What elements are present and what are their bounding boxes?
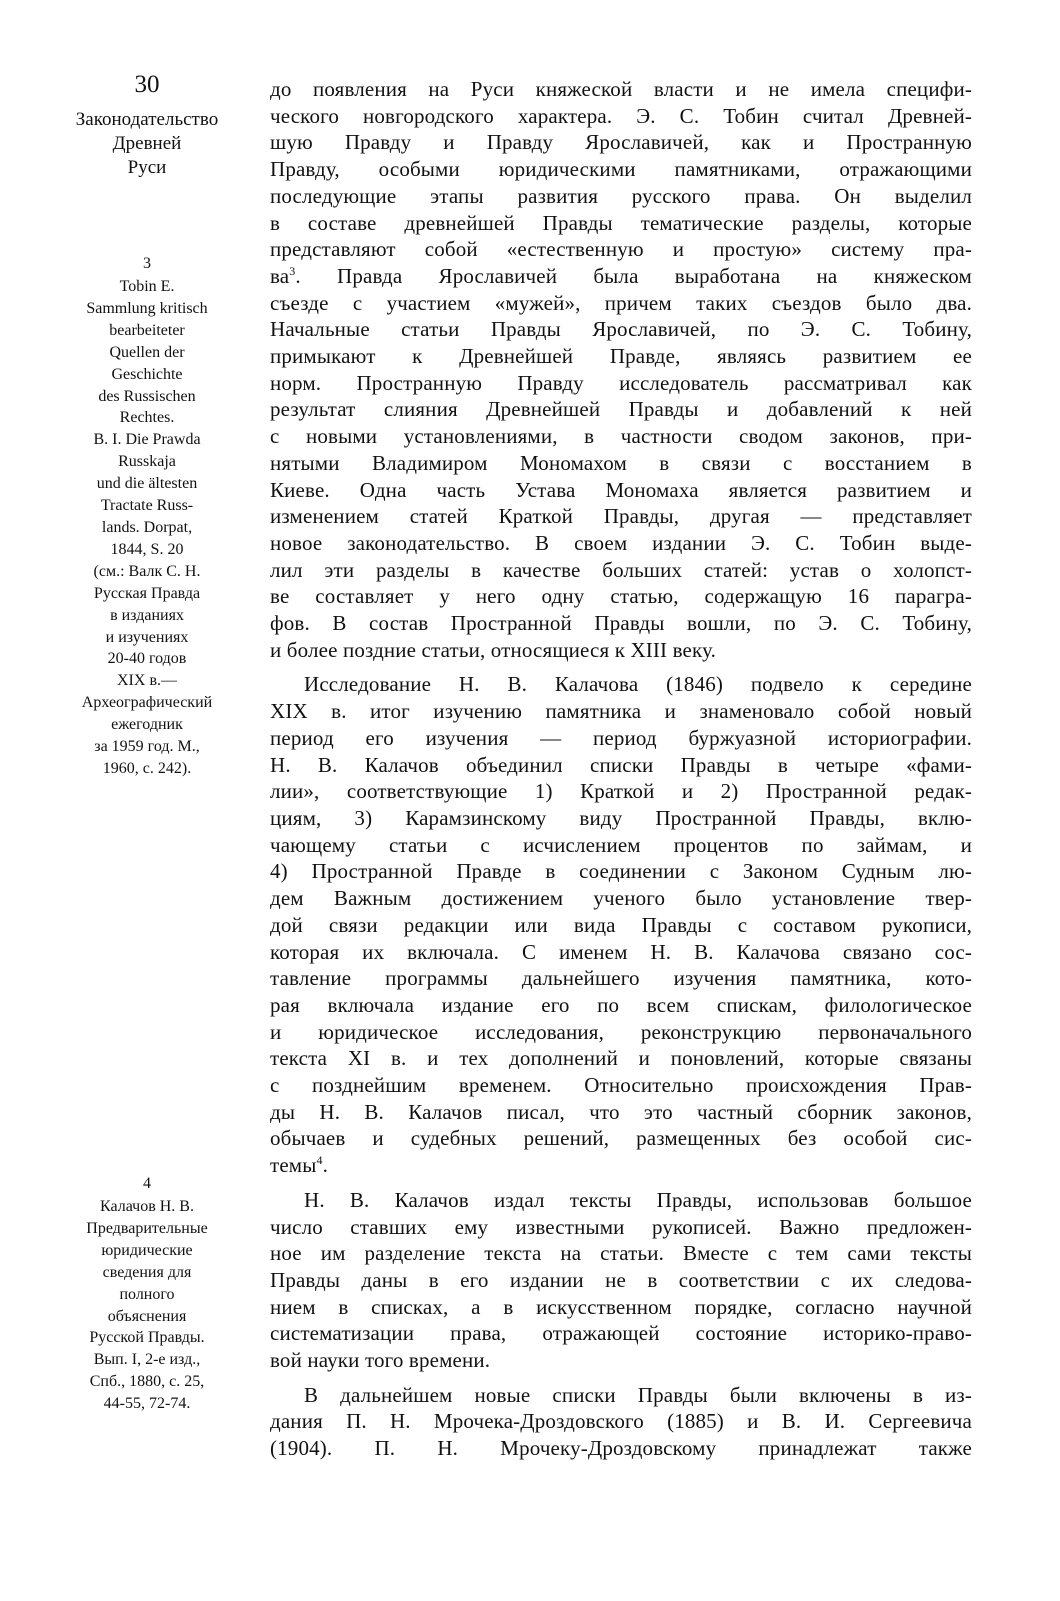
paragraph-gap xyxy=(270,1179,972,1187)
text-line: шую Правду и Правду Ярославичей, как и Пространную xyxy=(270,130,972,155)
footnote-line: 20-40 годов xyxy=(107,650,187,668)
footnote-3 xyxy=(58,254,236,780)
text-line: XIX в. итог изучению памятника и знаменовало собой новый xyxy=(270,699,972,724)
text-line: новое законодательство. В своем издании Э. С. Тобин выде- xyxy=(270,530,972,555)
footnote-line: Калачов Н. В. xyxy=(100,1198,194,1215)
footnote-line: Sammlung kritisch xyxy=(86,299,208,317)
footnote-line: Предварительные xyxy=(86,1219,208,1237)
footnote-line: ежегодник xyxy=(111,716,183,734)
text-line: в составе древнейшей Правды тематические разделы, которые xyxy=(270,210,972,235)
text-line: Правды даны в его издании не в соответствии с их следова- xyxy=(270,1267,972,1292)
footnote-line: des Russischen xyxy=(98,387,196,405)
text-fragment: . Правда Ярославичей была выработана на княжеском xyxy=(295,263,972,288)
footnote-line: 1960, с. 242). xyxy=(102,759,192,777)
running-head xyxy=(58,108,236,180)
text-line: дем Важным достижением ученого было установление твер- xyxy=(270,886,972,911)
footnote-reference: 3 xyxy=(289,263,296,278)
footnote-number: 4 xyxy=(143,1175,151,1192)
margin-column xyxy=(58,70,236,1413)
text-line: нятыми Владимиром Мономахом в связи с восстанием в xyxy=(270,450,972,475)
text-line: Н. В. Калачов объединил списки Правды в четыре «фами- xyxy=(270,752,972,777)
footnote-line: und die ältesten xyxy=(96,475,198,493)
text-line: ве составляет у него одну статью, содержащую 16 парагра- xyxy=(270,584,972,609)
running-head-line: Руси xyxy=(127,157,167,178)
footnote-line: объяснения xyxy=(107,1307,187,1325)
text-line: Н. В. Калачов издал тексты Правды, использовав большое xyxy=(304,1187,972,1212)
footnote-line: в изданиях xyxy=(110,606,184,624)
footnote-line: за 1959 год. М., xyxy=(94,738,200,756)
footnote-line: Rechtes. xyxy=(119,409,175,427)
footnote-4 xyxy=(58,1174,236,1415)
text-line: (1904). П. Н. Мрочеку-Дроздовскому принадлежат также xyxy=(270,1436,972,1461)
body-paragraph xyxy=(270,1187,972,1374)
text-line: примыкают к Древнейшей Правде, являясь развитием ее xyxy=(270,344,972,369)
text-line: тавление программы дальнейшего изучения памятника, кото- xyxy=(270,966,972,991)
text-line: съезде с участием «мужей», причем таких съездов было два. xyxy=(270,290,972,315)
footnote-line: bearbeiteter xyxy=(109,321,185,339)
footnote-line: сведения для xyxy=(102,1263,192,1281)
footnote-reference: 4 xyxy=(316,1153,323,1168)
footnote-line: Russkaja xyxy=(118,453,176,471)
running-head-line: Законодательство xyxy=(75,109,219,130)
text-line: дания П. Н. Мрочека-Дроздовского (1885) и В. И. Сергеевича xyxy=(270,1409,972,1434)
footnote-line: Вып. I, 2-е изд., xyxy=(93,1351,201,1369)
footnote-line: (см.: Валк С. Н. xyxy=(93,562,201,580)
footnote-line: B. I. Die Prawda xyxy=(93,431,201,449)
footnote-line: Tobin E. xyxy=(119,278,175,295)
text-line: циям, 3) Карамзинскому виду Пространной Правды, вклю- xyxy=(270,805,972,830)
text-line: и более поздние статьи, относящиеся к XIII веку. xyxy=(270,637,717,662)
footnote-line: XIX в.— xyxy=(117,672,177,690)
text-line: период его изучения — период буржуазной историографии. xyxy=(270,725,972,750)
footnote-line: юридические xyxy=(101,1241,193,1259)
text-line: ческого новгородского характера. Э. С. Тобин считал Древней- xyxy=(270,103,972,128)
main-text-column xyxy=(270,76,972,1462)
text-line: представляют собой «естественную и простую» систему пра- xyxy=(270,237,972,262)
text-line: число ставших ему известными рукописей. Важно предложен- xyxy=(270,1214,972,1239)
text-line: лии», соответствующие 1) Краткой и 2) Пространной редак- xyxy=(270,779,972,804)
text-line: дой связи редакции или вида Правды с составом рукописи, xyxy=(270,912,972,937)
text-line: Правду, особыми юридическими памятниками, отражающими xyxy=(270,157,972,182)
text-fragment: . xyxy=(322,1153,329,1178)
text-line: обычаев и судебных решений, размещенных без особой сис- xyxy=(270,1126,972,1151)
text-line: результат слияния Древнейшей Правды и добавлений к ней xyxy=(270,397,972,422)
text-line xyxy=(270,1152,972,1179)
text-line: рая включала издание его по всем спискам, филологическое xyxy=(270,992,972,1017)
text-line: норм. Пространную Правду исследователь рассматривал как xyxy=(270,370,972,395)
text-line: до появления на Руси княжеской власти и не имела специфи- xyxy=(270,77,972,101)
footnote-line: полного xyxy=(119,1285,175,1303)
text-line: 4) Пространной Правде в соединении с Законом Судным лю- xyxy=(270,859,972,884)
footnote-line: Tractate Russ- xyxy=(100,497,194,515)
text-line: которая их включала. С именем Н. В. Калачова связано сос- xyxy=(270,939,972,964)
text-line: вой науки того времени. xyxy=(270,1348,491,1373)
text-line: фов. В состав Пространной Правды вошли, по Э. С. Тобину, xyxy=(270,611,972,636)
running-head-line: Древней xyxy=(112,133,182,154)
text-line: лил эти разделы в качестве больших статей: устав о холопст- xyxy=(270,557,972,582)
footnote-number: 3 xyxy=(143,255,151,272)
paragraph-gap xyxy=(270,1374,972,1382)
text-line: текста XI в. и тех дополнений и поновлений, которые связаны xyxy=(270,1046,972,1071)
text-line: и юридическое исследования, реконструкцию первоначального xyxy=(270,1019,972,1044)
text-line: ное им разделение текста на статьи. Вместе с тем сами тексты xyxy=(270,1241,972,1266)
text-line: с позднейшим временем. Относительно происхождения Прав- xyxy=(270,1073,972,1098)
footnote-line: 1844, S. 20 xyxy=(110,540,184,558)
footnote-line: Спб., 1880, с. 25, xyxy=(89,1373,205,1391)
paragraph-gap xyxy=(270,663,972,671)
footnote-line: Русская Правда xyxy=(93,584,201,602)
body-paragraph xyxy=(270,1382,972,1462)
text-line: Киеве. Одна часть Устава Мономаха является развитием и xyxy=(270,477,972,502)
footnote-line: Русской Правды. xyxy=(89,1329,205,1347)
text-line: Начальные статьи Правды Ярославичей, по Э. С. Тобину, xyxy=(270,317,972,342)
text-line: последующие этапы развития русского права. Он выделил xyxy=(270,183,972,208)
text-line: систематизации права, отражающей состояние историко-право- xyxy=(270,1321,972,1346)
text-line: нием в списках, а в искусственном порядке, согласно научной xyxy=(270,1294,972,1319)
text-line: В дальнейшем новые списки Правды были включены в из- xyxy=(304,1382,972,1407)
text-fragment: темы xyxy=(270,1153,317,1178)
footnote-line: lands. Dorpat, xyxy=(101,518,193,536)
body-paragraph xyxy=(270,76,972,663)
text-fragment: ва xyxy=(270,263,290,288)
text-line: с новыми установлениями, в частности сводом законов, при- xyxy=(270,424,972,449)
footnote-line: Археографический xyxy=(81,694,213,712)
footnote-line: и изучениях xyxy=(105,628,189,646)
footnote-line: 44-55, 72-74. xyxy=(103,1395,191,1413)
text-line xyxy=(270,263,972,290)
body-paragraph xyxy=(270,671,972,1178)
text-line: Исследование Н. В. Калачова (1846) подвело к середине xyxy=(304,672,972,697)
text-line: изменением статей Краткой Правды, другая — представляет xyxy=(270,504,972,529)
page-number: 30 xyxy=(134,71,160,98)
text-line: ды Н. В. Калачов писал, что это частный сборник законов, xyxy=(270,1099,972,1124)
footnote-line: Quellen der xyxy=(109,343,185,361)
text-line: чающему статьи с исчислением процентов по займам, и xyxy=(270,832,972,857)
footnote-line: Geschichte xyxy=(111,365,183,383)
